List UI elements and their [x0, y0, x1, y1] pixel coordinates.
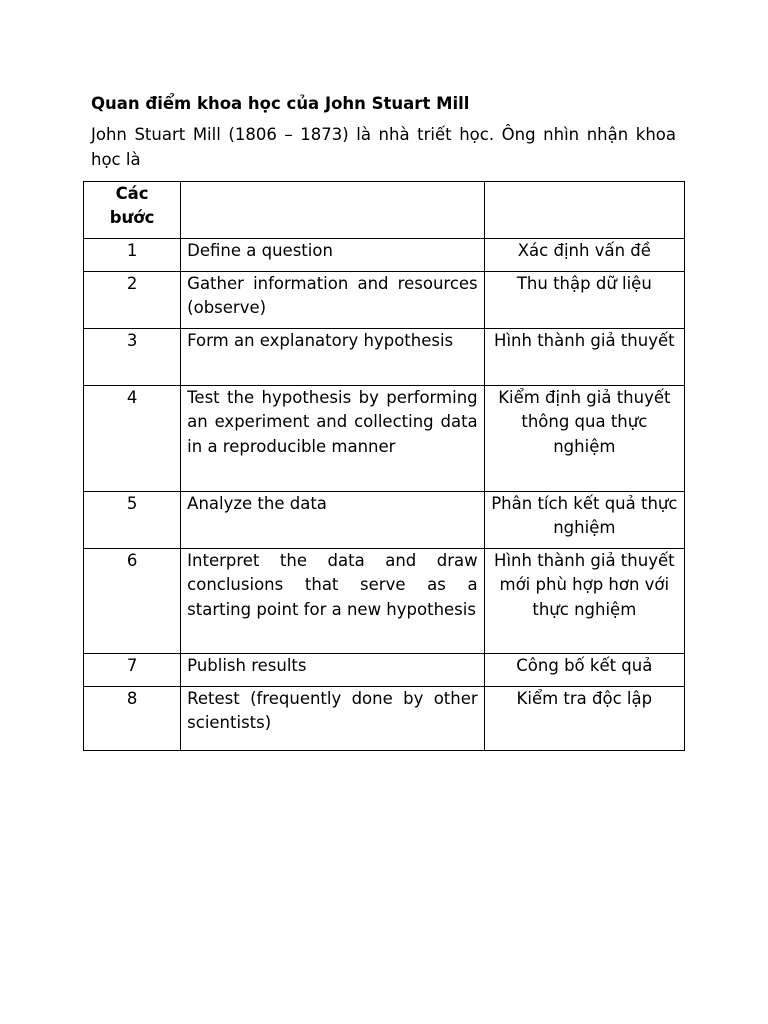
- header-english-cell: [181, 182, 485, 239]
- step-number-cell: 2: [84, 272, 181, 329]
- step-number-cell: 4: [84, 386, 181, 492]
- step-vietnamese-cell: Hình thành giả thuyết: [484, 329, 684, 386]
- step-english-cell: Analyze the data: [181, 492, 485, 549]
- table-header-row: [84, 182, 685, 239]
- table-row: [84, 654, 685, 687]
- step-vietnamese-cell: Kiểm tra độc lập: [484, 687, 684, 751]
- scientific-method-table: [83, 181, 685, 751]
- step-number-cell: 6: [84, 549, 181, 654]
- step-vietnamese-cell: Công bố kết quả: [484, 654, 684, 687]
- step-english-cell: Define a question: [181, 239, 485, 272]
- step-number-cell: 8: [84, 687, 181, 751]
- header-vietnamese-cell: [484, 182, 684, 239]
- step-vietnamese-cell: Thu thập dữ liệu: [484, 272, 684, 329]
- step-english-cell: Retest (frequently done by other scientists): [181, 687, 485, 751]
- table-row: [84, 329, 685, 386]
- step-english-cell: Gather information and resources (observe): [181, 272, 485, 329]
- step-vietnamese-cell: Phân tích kết quả thực nghiệm: [484, 492, 684, 549]
- step-vietnamese-cell: Kiểm định giả thuyết thông qua thực nghiệm: [484, 386, 684, 492]
- table-row: [84, 687, 685, 751]
- step-vietnamese-cell: Xác định vấn đề: [484, 239, 684, 272]
- table-row: [84, 492, 685, 549]
- step-number-cell: 1: [84, 239, 181, 272]
- table-row: [84, 549, 685, 654]
- table-row: [84, 239, 685, 272]
- document-title: Quan điểm khoa học của John Stuart Mill: [91, 94, 470, 113]
- step-number-cell: 7: [84, 654, 181, 687]
- table-row: [84, 386, 685, 492]
- step-vietnamese-cell: Hình thành giả thuyết mới phù hợp hơn với thực nghiệm: [484, 549, 684, 654]
- intro-paragraph: John Stuart Mill (1806 – 1873) là nhà triết học. Ông nhìn nhận khoa học là: [91, 125, 676, 169]
- table-row: [84, 272, 685, 329]
- step-english-cell: Publish results: [181, 654, 485, 687]
- step-number-cell: 5: [84, 492, 181, 549]
- step-english-cell: Interpret the data and draw conclusions that serve as a starting point for a new hypothesis: [181, 549, 485, 654]
- step-number-cell: 3: [84, 329, 181, 386]
- header-step-cell: Các bước: [84, 182, 181, 239]
- step-english-cell: Form an explanatory hypothesis: [181, 329, 485, 386]
- step-english-cell: Test the hypothesis by performing an experiment and collecting data in a reproducible manner: [181, 386, 485, 492]
